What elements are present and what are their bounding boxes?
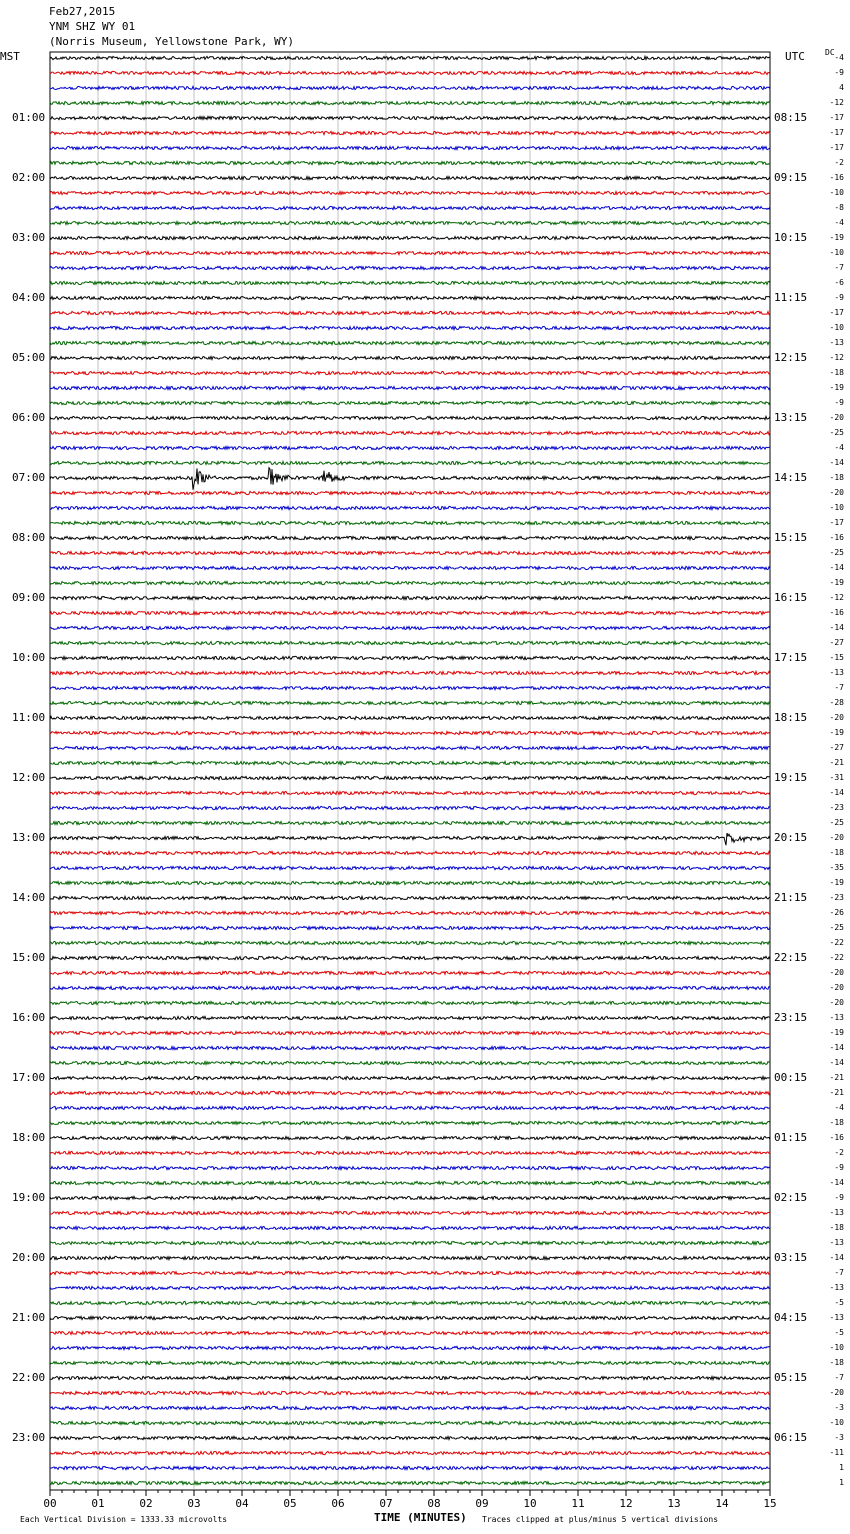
trace-line [50,971,770,974]
trace-line [50,746,770,749]
trace-line [50,731,770,734]
trace-line [50,1061,770,1064]
trace-line [50,1226,770,1229]
dc-offset-label: -25 [829,428,844,437]
right-hour-label: 05:15 [774,1371,808,1384]
left-hour-label: 11:00 [12,711,46,724]
dc-offset-label: -10 [829,1343,844,1352]
trace-line [50,1106,770,1109]
dc-offset-label: -19 [829,878,844,887]
dc-offset-label: -9 [834,1163,844,1172]
x-tick-label: 07 [379,1497,393,1510]
dc-offset-label: -9 [834,68,844,77]
dc-offset-label: 1 [839,1463,844,1472]
trace-line [50,956,770,959]
trace-line [50,776,770,779]
clip-note: Traces clipped at plus/minus 5 vertical divisions [482,1515,719,1524]
trace-line [50,1121,770,1124]
right-hour-label: 02:15 [774,1191,808,1204]
trace-line [50,506,770,509]
right-hour-label: 08:15 [774,111,808,124]
dc-offset-label: -7 [834,263,844,272]
left-hour-label: 03:00 [12,231,46,244]
dc-offset-label: -11 [829,1448,844,1457]
trace-line [50,851,770,854]
dc-offset-label: -2 [834,158,844,167]
right-hour-label: 06:15 [774,1431,808,1444]
trace-line [50,881,770,884]
right-hour-label: 22:15 [774,951,808,964]
dc-offset-label: -31 [829,773,844,782]
left-hour-label: 22:00 [12,1371,46,1384]
dc-offset-label: -17 [829,518,844,527]
dc-offset-label: -20 [829,968,844,977]
trace-line [50,356,770,359]
dc-offset-label: -35 [829,863,844,872]
x-tick-label: 08 [427,1497,441,1510]
trace-line [50,1271,770,1274]
dc-offset-label: -23 [829,803,844,812]
scale-note: Each Vertical Division = 1333.33 microvolts [20,1515,228,1524]
x-tick-label: 02 [139,1497,153,1510]
dc-offset-label: -13 [829,1238,844,1247]
trace-line [50,671,770,674]
trace-line [50,833,770,845]
right-hour-label: 11:15 [774,291,808,304]
left-hour-label: 08:00 [12,531,46,544]
trace-line [50,206,770,209]
x-tick-label: 06 [331,1497,345,1510]
dc-offset-label: -3 [834,1403,844,1412]
location-label: (Norris Museum, Yellowstone Park, WY) [49,35,295,48]
trace-line [50,191,770,194]
dc-offset-label: -16 [829,173,844,182]
dc-offset-label: -4 [834,218,844,227]
dc-offset-label: -13 [829,338,844,347]
dc-offset-label: -14 [829,1178,844,1187]
dc-offset-label: -5 [834,1328,844,1337]
trace-line [50,101,770,104]
trace-line [50,596,770,599]
x-tick-label: 01 [91,1497,105,1510]
trace-line [50,926,770,929]
x-tick-label: 03 [187,1497,201,1510]
x-tick-label: 11 [571,1497,585,1510]
dc-offset-label: -4 [834,53,844,62]
dc-offset-label: -13 [829,1283,844,1292]
trace-line [50,521,770,524]
trace-line [50,1451,770,1454]
dc-offset-label: -7 [834,683,844,692]
dc-offset-label: -15 [829,653,844,662]
dc-offset-label: -20 [829,413,844,422]
dc-offset-label: 1 [839,1478,844,1487]
trace-line [50,761,770,764]
dc-offset-label: -20 [829,488,844,497]
left-hour-label: 14:00 [12,891,46,904]
trace-line [50,1166,770,1169]
trace-line [50,1286,770,1289]
left-hour-label: 23:00 [12,1431,46,1444]
trace-line [50,1001,770,1004]
trace-line [50,311,770,314]
right-hour-label: 01:15 [774,1131,808,1144]
left-hour-label: 12:00 [12,771,46,784]
dc-offset-label: -17 [829,308,844,317]
dc-offset-label: -10 [829,188,844,197]
left-hour-label: 19:00 [12,1191,46,1204]
trace-line [50,461,770,464]
trace-line [50,431,770,434]
dc-offset-label: -8 [834,203,844,212]
trace-line [50,1361,770,1364]
trace-line [50,416,770,419]
dc-offset-label: -14 [829,623,844,632]
trace-line [50,656,770,659]
dc-offset-label: -18 [829,1118,844,1127]
dc-offset-label: -4 [834,1103,844,1112]
trace-line [50,1136,770,1139]
left-timezone-label: MST [0,50,20,63]
trace-line [50,1211,770,1214]
left-hour-label: 13:00 [12,831,46,844]
x-tick-label: 04 [235,1497,249,1510]
trace-line [50,626,770,629]
trace-line [50,1181,770,1184]
trace-line [50,1346,770,1349]
trace-line [50,236,770,239]
trace-line [50,551,770,554]
dc-offset-label: -20 [829,983,844,992]
dc-offset-label: -7 [834,1268,844,1277]
trace-line [50,1316,770,1319]
dc-offset-label: -13 [829,668,844,677]
dc-offset-label: -17 [829,128,844,137]
dc-offset-label: -14 [829,458,844,467]
trace-line [50,491,770,494]
right-hour-label: 20:15 [774,831,808,844]
right-hour-label: 16:15 [774,591,808,604]
trace-line [50,1331,770,1334]
trace-line [50,641,770,644]
trace-line [50,131,770,134]
trace-line [50,611,770,614]
trace-line [50,581,770,584]
dc-offset-label: -10 [829,1418,844,1427]
right-hour-label: 21:15 [774,891,808,904]
trace-line [50,176,770,179]
x-tick-label: 00 [43,1497,57,1510]
trace-line [50,1376,770,1379]
dc-offset-label: -18 [829,473,844,482]
trace-line [50,911,770,914]
dc-offset-label: -12 [829,593,844,602]
dc-offset-label: -10 [829,248,844,257]
dc-offset-label: -19 [829,728,844,737]
trace-line [50,401,770,404]
trace-line [50,221,770,224]
trace-line [50,821,770,824]
dc-offset-label: -17 [829,113,844,122]
dc-offset-label: -14 [829,788,844,797]
x-tick-label: 10 [523,1497,537,1510]
trace-line [50,146,770,149]
trace-line [50,86,770,89]
dc-offset-label: -17 [829,143,844,152]
right-hour-label: 03:15 [774,1251,808,1264]
trace-line [50,326,770,329]
date-label: Feb27,2015 [49,5,116,18]
dc-offset-label: -25 [829,923,844,932]
right-hour-label: 10:15 [774,231,808,244]
trace-line [50,296,770,299]
right-hour-label: 04:15 [774,1311,808,1324]
dc-offset-label: -9 [834,1193,844,1202]
dc-offset-label: -28 [829,698,844,707]
trace-line [50,1481,770,1484]
dc-offset-label: -6 [834,278,844,287]
dc-offset-label: -18 [829,368,844,377]
time-axis [43,1490,776,1510]
dc-offset-label: -16 [829,533,844,542]
dc-offset-label: 4 [839,83,844,92]
trace-line [50,686,770,689]
trace-line [50,1391,770,1394]
left-hour-label: 20:00 [12,1251,46,1264]
x-axis-title: TIME (MINUTES) [374,1511,467,1524]
station-label: YNM SHZ WY 01 [49,20,136,33]
x-tick-label: 14 [715,1497,729,1510]
dc-offset-label: -18 [829,1358,844,1367]
trace-line [50,716,770,719]
trace-line [50,281,770,284]
dc-offset-label: -12 [829,353,844,362]
dc-offset-label: -27 [829,743,844,752]
left-hour-label: 10:00 [12,651,46,664]
dc-offset-label: -14 [829,1253,844,1262]
right-hour-label: 00:15 [774,1071,808,1084]
dc-offset-label: -16 [829,608,844,617]
trace-line [50,1016,770,1019]
trace-line [50,806,770,809]
left-hour-label: 21:00 [12,1311,46,1324]
trace-line [50,1091,770,1094]
right-hour-label: 19:15 [774,771,808,784]
left-hour-label: 18:00 [12,1131,46,1144]
trace-line [50,1046,770,1049]
left-hour-label: 04:00 [12,291,46,304]
left-hour-label: 02:00 [12,171,46,184]
trace-line [50,1301,770,1304]
trace-line [50,371,770,374]
dc-offset-label: -19 [829,578,844,587]
dc-offset-label: -13 [829,1208,844,1217]
left-hour-label: 07:00 [12,471,46,484]
trace-line [50,896,770,899]
trace-line [50,1196,770,1199]
trace-line [50,791,770,794]
dc-offset-label: -18 [829,848,844,857]
dc-offset-label: -27 [829,638,844,647]
dc-offset-label: -21 [829,1088,844,1097]
trace-line [50,251,770,254]
dc-offset-label: -16 [829,1133,844,1142]
dc-offset-label: -7 [834,1373,844,1382]
dc-offset-label: -23 [829,893,844,902]
x-tick-label: 09 [475,1497,489,1510]
trace-line [50,161,770,164]
dc-offset-label: -26 [829,908,844,917]
right-hour-label: 23:15 [774,1011,808,1024]
dc-offset-label: -13 [829,1013,844,1022]
trace-line [50,386,770,389]
x-tick-label: 12 [619,1497,633,1510]
trace-line [50,1241,770,1244]
right-hour-label: 14:15 [774,471,808,484]
trace-line [50,566,770,569]
dc-offset-label: -14 [829,1058,844,1067]
dc-offset-label: -22 [829,938,844,947]
trace-line [50,1076,770,1079]
right-hour-label: 17:15 [774,651,808,664]
trace-line [50,266,770,269]
dc-offset-label: -14 [829,1043,844,1052]
dc-offset-label: -9 [834,398,844,407]
trace-line [50,1436,770,1439]
dc-offset-label: -21 [829,758,844,767]
trace-line [50,1031,770,1034]
dc-offset-label: -20 [829,713,844,722]
trace-line [50,468,770,490]
dc-offset-label: -14 [829,563,844,572]
left-hour-label: 16:00 [12,1011,46,1024]
dc-offset-label: -21 [829,1073,844,1082]
dc-offset-header: DC [825,48,835,57]
right-hour-label: 15:15 [774,531,808,544]
dc-offset-label: -10 [829,323,844,332]
dc-offset-label: -19 [829,233,844,242]
trace-line [50,986,770,989]
trace-line [50,701,770,704]
trace-line [50,446,770,449]
x-tick-label: 13 [667,1497,681,1510]
trace-line [50,341,770,344]
dc-offset-label: -10 [829,503,844,512]
left-hour-label: 01:00 [12,111,46,124]
dc-offset-label: -9 [834,293,844,302]
left-hour-label: 09:00 [12,591,46,604]
x-tick-label: 15 [763,1497,777,1510]
dc-offset-label: -18 [829,1223,844,1232]
right-hour-label: 09:15 [774,171,808,184]
dc-offset-label: -3 [834,1433,844,1442]
right-hour-label: 18:15 [774,711,808,724]
dc-offset-label: -20 [829,833,844,842]
trace-line [50,536,770,539]
dc-offset-label: -2 [834,1148,844,1157]
trace-line [50,1151,770,1154]
dc-offset-label: -12 [829,98,844,107]
trace-line [50,1406,770,1409]
dc-offset-label: -22 [829,953,844,962]
trace-line [50,116,770,119]
dc-offset-label: -5 [834,1298,844,1307]
x-tick-label: 05 [283,1497,297,1510]
dc-offset-label: -19 [829,383,844,392]
trace-line [50,941,770,944]
trace-line [50,71,770,74]
dc-offset-label: -20 [829,1388,844,1397]
left-hour-label: 05:00 [12,351,46,364]
dc-offset-label: -25 [829,548,844,557]
trace-line [50,1466,770,1469]
left-hour-label: 17:00 [12,1071,46,1084]
dc-offset-label: -4 [834,443,844,452]
trace-line [50,866,770,869]
dc-offset-label: -25 [829,818,844,827]
trace-line [50,1256,770,1259]
trace-line [50,56,770,59]
right-hour-label: 12:15 [774,351,808,364]
left-hour-label: 06:00 [12,411,46,424]
right-timezone-label: UTC [785,50,805,63]
trace-line [50,1421,770,1424]
dc-offset-label: -13 [829,1313,844,1322]
seismic-traces [50,56,770,1484]
left-hour-label: 15:00 [12,951,46,964]
dc-offset-label: -20 [829,998,844,1007]
dc-offset-label: -19 [829,1028,844,1037]
right-hour-label: 13:15 [774,411,808,424]
